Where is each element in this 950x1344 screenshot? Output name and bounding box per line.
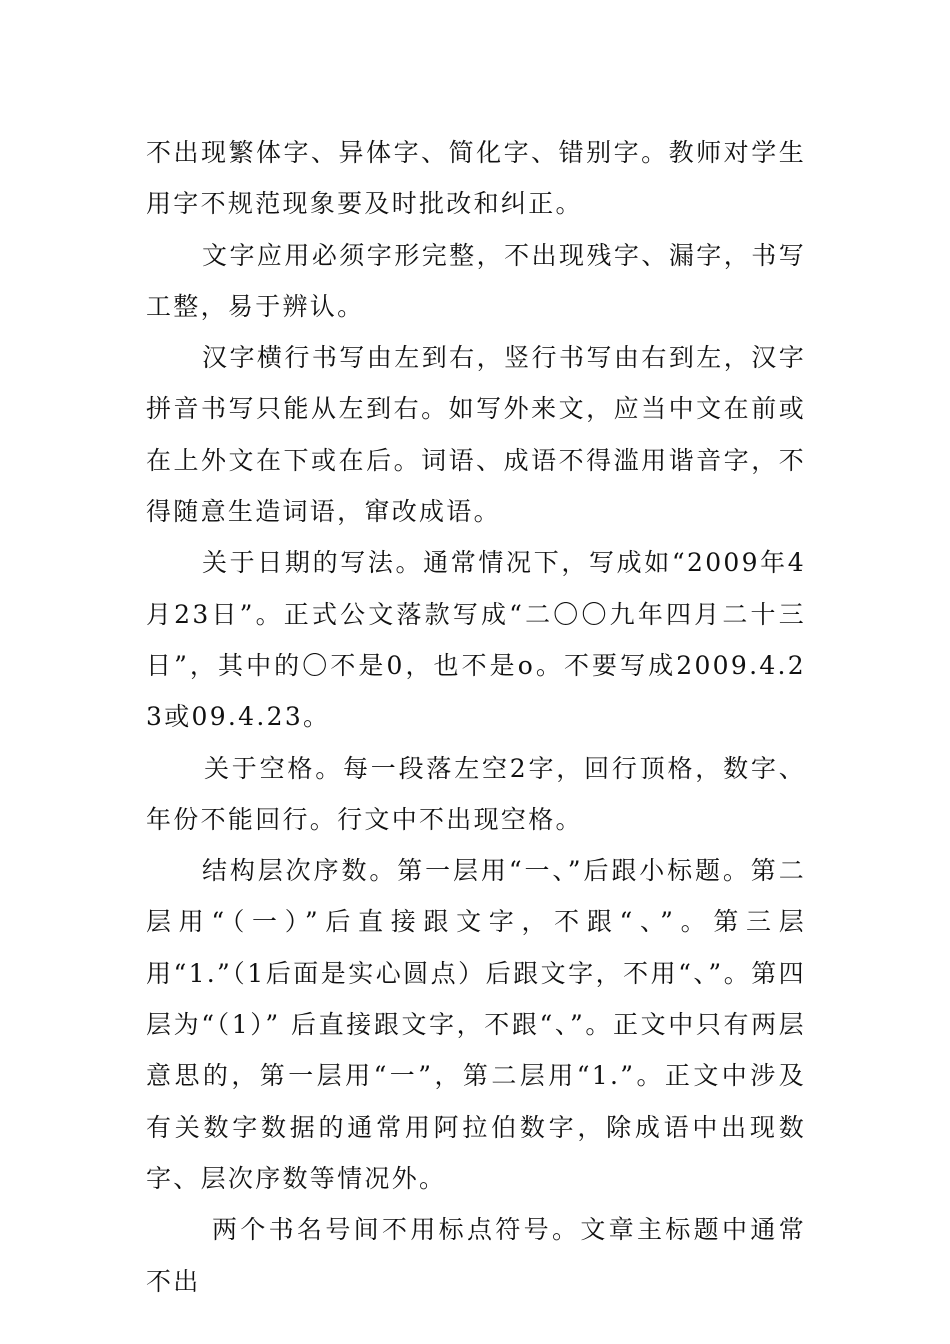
- paragraph-continuation: 不出现繁体字、异体字、简化字、错别字。教师对学生用字不规范现象要及时批改和纠正。: [146, 138, 806, 219]
- document-body: [146, 127, 806, 1307]
- paragraph-hierarchy-numbering: 结构层次序数。第一层用“一、”后跟小标题。第二层用“（一）”后直接跟文字，不跟“、”。第三层用“1.”（1后面是实心圆点）后跟文字，不用“、”。第四层为“（1）” 后直接跟文字，不跟“、”。正文中只有两层意思的，第一层用“一”，第二层用“1.”。正文中涉及有关数字数据的通常用阿拉伯数字，除成语中出现数字、层次序数等情况外。: [146, 856, 806, 1193]
- paragraph-spacing: 关于空格。每一段落左空2字，回行顶格，数字、年份不能回行。行文中不出现空格。: [146, 753, 806, 834]
- paragraph-punctuation: 两个书名号间不用标点符号。文章主标题中通常不出: [146, 1215, 806, 1296]
- paragraph-character-integrity: 文字应用必须字形完整，不出现残字、漏字，书写工整，易于辨认。: [146, 240, 806, 321]
- paragraph-date-format: 关于日期的写法。通常情况下，写成如“2009年4月23日”。正式公文落款写成“二〇〇九年四月二十三日”，其中的〇不是0，也不是o。不要写成2009.4.23或09.4.23。: [146, 548, 806, 732]
- paragraph-writing-direction: 汉字横行书写由左到右，竖行书写由右到左，汉字拼音书写只能从左到右。如写外来文，应当中文在前或在上外文在下或在后。词语、成语不得滥用谐音字，不得随意生造词语，窜改成语。: [146, 343, 806, 527]
